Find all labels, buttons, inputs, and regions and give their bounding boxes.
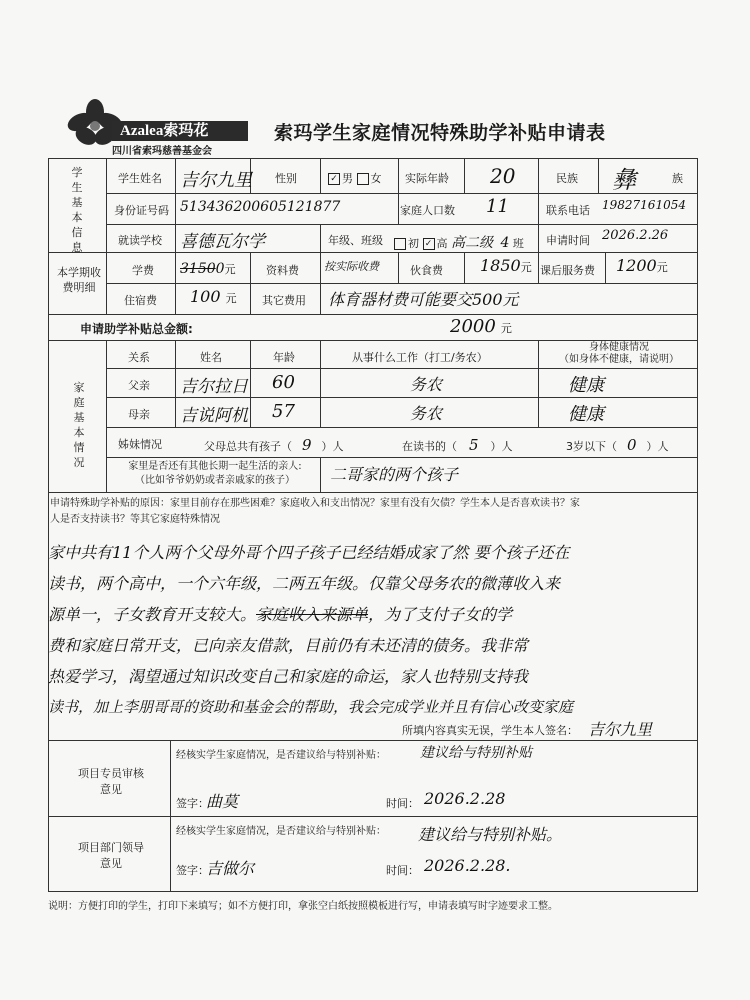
col-health: 身体健康情况 （如身体不健康，请说明） [559,342,679,365]
page-title: 索玛学生家庭情况特殊助学补贴申请表 [274,122,606,144]
siblings-under-3: 3岁以下（ 0 ）人 [566,436,669,454]
grade-senior-checkbox[interactable]: ✓ [423,238,435,250]
reason-line-6: 读书，加上李朋哥哥的资助和基金会的帮助，我会完成学业并且有信心改变家庭 [48,698,574,716]
mother-label: 母亲 [128,408,150,421]
review2-label: 项目部门领导意见 [78,841,144,870]
review1-sign-label: 签字： [176,797,209,810]
tuition-label: 学费 [132,264,154,277]
ethnic-suffix: 族 [672,172,683,185]
student-signature: 吉尔九里 [588,720,653,739]
mother-health: 健康 [568,404,604,425]
father-name: 吉尔拉日 [180,377,248,397]
review2-date: 2026.2.28. [424,856,511,875]
mother-name: 吉说阿机 [180,406,248,426]
age-label: 实际年龄 [405,172,449,185]
id-value: 513436200605121877 [180,199,341,215]
phone-value: 19827161054 [602,198,686,212]
logo-foundation-name: 四川省索玛慈善基金会 [112,146,212,157]
siblings-total: 父母总共有孩子（ 9 ）人 [204,436,344,454]
logo-brand: Azalea索玛花 [112,121,248,141]
review1-date-label: 时间： [386,797,419,810]
food-label: 伙食费 [410,264,443,277]
gender-male-checkbox[interactable]: ✓ [328,173,340,185]
footer-note: 说明：方便打印的学生，打印下来填写；如不方便打印，拿张空白纸按照模板进行写，申请表填写时字迹要求工整。 [48,901,558,912]
reason-prompt: 申请特殊助学补贴的原因：家里目前存在那些困难？家庭收入和支出情况？家里有没有欠债？学生本人是否喜欢读书？家 人是否支持读书？等其它家庭特殊情况 [50,498,580,525]
review1-opinion: 建议给与特别补贴 [420,745,532,761]
col-relation: 关系 [128,351,150,364]
household-label: 家庭人口数 [400,204,455,217]
other-fees-value: 体育器材费可能要交500元 [328,290,519,309]
grade-label: 年级、班级 [328,234,383,247]
class-suffix: 班 [512,237,524,250]
section-label-student-info: 学生基本信息 [71,166,83,254]
reason-line-5: 热爱学习，渴望通过知识改变自己和家庭的命运，家人也特别支持我 [48,667,529,686]
grade-options: 初 ✓ 高 高二级 4 班 [394,232,524,252]
siblings-in-school: 在读书的（ 5 ）人 [402,436,513,454]
materials-label: 资料费 [266,264,299,277]
total-label: 申请助学补贴总金额: [80,322,193,336]
total-value: 2000 元 [450,316,512,337]
review2-date-label: 时间： [386,864,419,877]
col-age: 年龄 [273,351,295,364]
col-job: 从事什么工作（打工/务农） [352,351,488,364]
phone-label: 联系电话 [546,204,590,217]
school-label: 就读学校 [118,234,162,247]
date-value: 2026.2.26 [602,228,669,243]
grade-junior-checkbox[interactable] [394,238,406,250]
lodging-label: 住宿费 [124,294,157,307]
section-label-fee-info: 本学期收费明细 [57,266,101,294]
ethnic-value: 彝 [612,166,636,194]
student-name-value: 吉尔九里 [180,170,252,191]
reason-line-3: 源单一，子女教育开支较大。家庭收入来源单，为了支付子女的学 [48,605,513,624]
reason-line-2: 读书，两个高中，一个六年级，二两五年级。仅靠父母务农的微薄收入来 [48,574,561,593]
gender-options: ✓ 男 女 [328,170,382,186]
grade-value: 高二级 [451,235,493,251]
mother-job: 务农 [410,404,443,423]
gender-female-checkbox[interactable] [357,173,369,185]
date-label: 申请时间 [546,234,590,247]
reason-line-4: 费和家庭日常开支，已向亲友借款，目前仍有未还清的债务。我非常 [48,636,529,655]
review1-signer: 曲莫 [206,792,239,811]
signature-label: 所填内容真实无误，学生本人签名： [402,724,578,737]
reason-line-1: 家中共有11个人两个父母外哥个四子孩子已经结婚成家了然 要个孩子还在 [48,543,570,562]
class-value: 4 [500,235,510,251]
lodging-value: 100 元 [190,287,237,306]
father-job: 务农 [410,375,443,394]
review2-sign-label: 签字： [176,864,209,877]
review2-signer: 吉做尔 [206,859,255,878]
father-age: 60 [272,372,295,393]
other-fees-label: 其它费用 [262,294,306,307]
col-name: 姓名 [200,351,222,364]
after-school-value: 1200元 [616,256,668,275]
review1-label: 项目专员审核意见 [78,767,144,796]
others-living-label: 家里是否还有其他长期一起生活的亲人: （比如爷爷奶奶或者亲戚家的孩子） [128,461,302,486]
gender-label: 性别 [275,172,297,185]
age-value: 20 [490,164,516,188]
siblings-label: 姊妹情况 [118,438,162,451]
review1-prompt: 经核实学生家庭情况，是否建议给与特别补贴： [176,750,386,761]
food-value: 1850元 [480,256,532,275]
tuition-value: 31500元 [180,261,236,277]
father-health: 健康 [568,375,604,396]
section-label-family-info: 家庭基本情况 [73,381,85,469]
review2-opinion: 建议给与特别补贴。 [418,825,563,844]
student-name-label: 学生姓名 [118,172,162,185]
after-school-label: 课后服务费 [540,264,595,277]
mother-age: 57 [272,401,295,422]
id-label: 身份证号码 [114,204,169,217]
materials-value: 按实际收费 [324,260,379,273]
father-label: 父亲 [128,379,150,392]
household-value: 11 [486,196,509,217]
review2-prompt: 经核实学生家庭情况，是否建议给与特别补贴： [176,826,386,837]
ethnic-label: 民族 [556,172,578,185]
others-living-value: 二哥家的两个孩子 [330,465,459,484]
school-value: 喜德瓦尔学 [180,232,265,252]
review1-date: 2026.2.28 [424,789,506,808]
